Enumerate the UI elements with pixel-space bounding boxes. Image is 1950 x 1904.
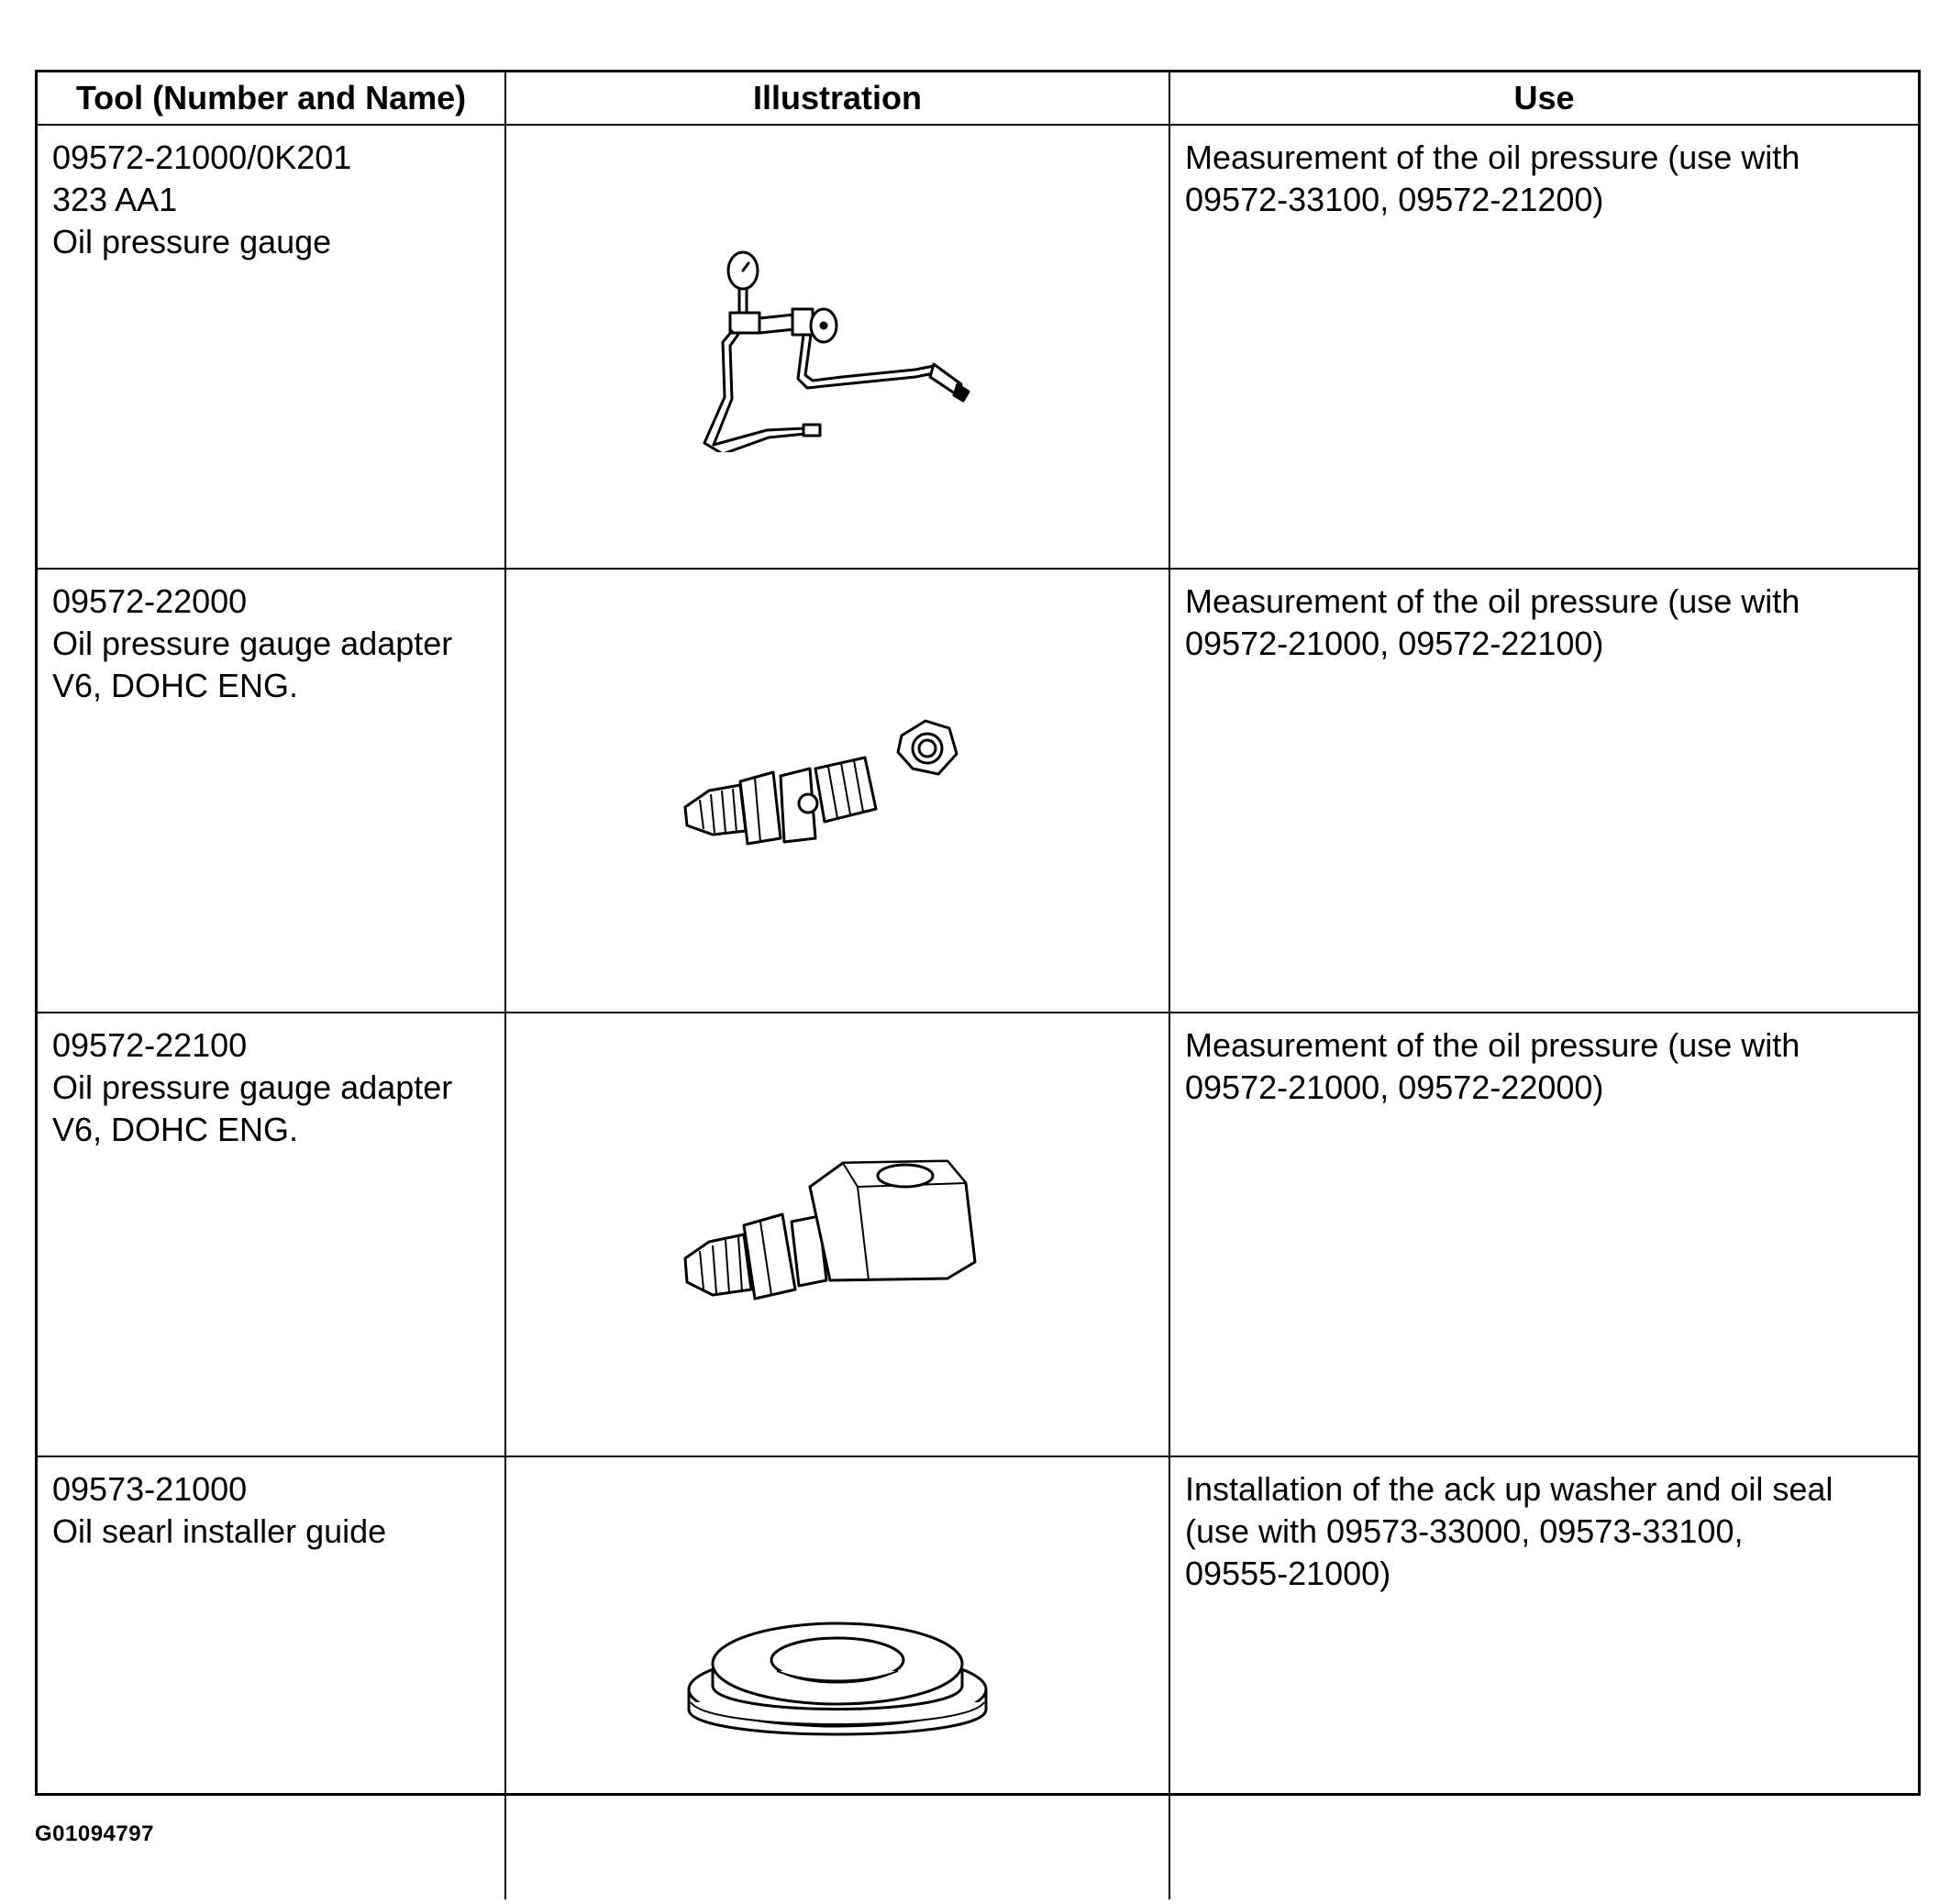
use-cell — [1169, 569, 1918, 1013]
use-cell — [1169, 1456, 1918, 1899]
use-text-line: Measurement of the oil pressure (use with — [1185, 582, 1800, 620]
tool-number-alt: 323 AA1 — [52, 181, 178, 218]
gauge-adapter-fitting-with-nut-illustration — [672, 708, 1003, 873]
table-row — [38, 125, 1918, 569]
use-text-line: (use with 09573-33000, 09573-33100, — [1185, 1512, 1744, 1550]
oil-seal-installer-guide-ring-illustration — [681, 1587, 993, 1770]
use-text-line: 09572-21000, 09572-22000) — [1185, 1068, 1604, 1106]
header-tool: Tool (Number and Name) — [38, 72, 505, 125]
illustration-cell — [505, 569, 1169, 1013]
header-illustration: Illustration — [505, 72, 1169, 125]
table-header-row — [38, 72, 1918, 125]
use-text-line: 09555-21000) — [1185, 1555, 1391, 1592]
tool-number: 09572-21000/0K201 — [52, 138, 352, 176]
tool-name: Oil pressure gauge — [52, 223, 332, 260]
tool-cell — [38, 1013, 505, 1456]
table-row — [38, 1456, 1918, 1899]
header-use: Use — [1169, 72, 1918, 125]
use-text-line: 09572-21000, 09572-22100) — [1185, 625, 1604, 662]
tool-cell — [38, 569, 505, 1013]
tool-application: V6, DOHC ENG. — [52, 1111, 299, 1148]
tool-name: Oil searl installer guide — [52, 1512, 387, 1550]
gauge-adapter-banjo-fitting-illustration — [672, 1143, 1003, 1326]
illustration-cell — [505, 1456, 1169, 1899]
figure-id: G01094797 — [35, 1821, 154, 1846]
tool-number: 09572-22000 — [52, 582, 248, 620]
use-text-line: Measurement of the oil pressure (use with — [1185, 138, 1800, 176]
tool-number: 09572-22100 — [52, 1026, 248, 1064]
illustration-cell — [505, 125, 1169, 569]
tool-application: V6, DOHC ENG. — [52, 667, 299, 704]
tool-number: 09573-21000 — [52, 1470, 248, 1508]
special-tools-table — [38, 72, 1918, 1899]
tool-cell — [38, 125, 505, 569]
use-cell — [1169, 1013, 1918, 1456]
tool-name: Oil pressure gauge adapter — [52, 625, 453, 662]
table-row — [38, 1013, 1918, 1456]
tool-name: Oil pressure gauge adapter — [52, 1068, 453, 1106]
special-tools-table-frame — [35, 70, 1921, 1796]
use-cell — [1169, 125, 1918, 569]
use-text-line: Measurement of the oil pressure (use with — [1185, 1026, 1800, 1064]
oil-pressure-gauge-illustration — [686, 241, 989, 452]
table-row — [38, 569, 1918, 1013]
illustration-cell — [505, 1013, 1169, 1456]
use-text-line: Installation of the ack up washer and oil seal — [1185, 1470, 1834, 1508]
use-text-line: 09572-33100, 09572-21200) — [1185, 181, 1604, 218]
